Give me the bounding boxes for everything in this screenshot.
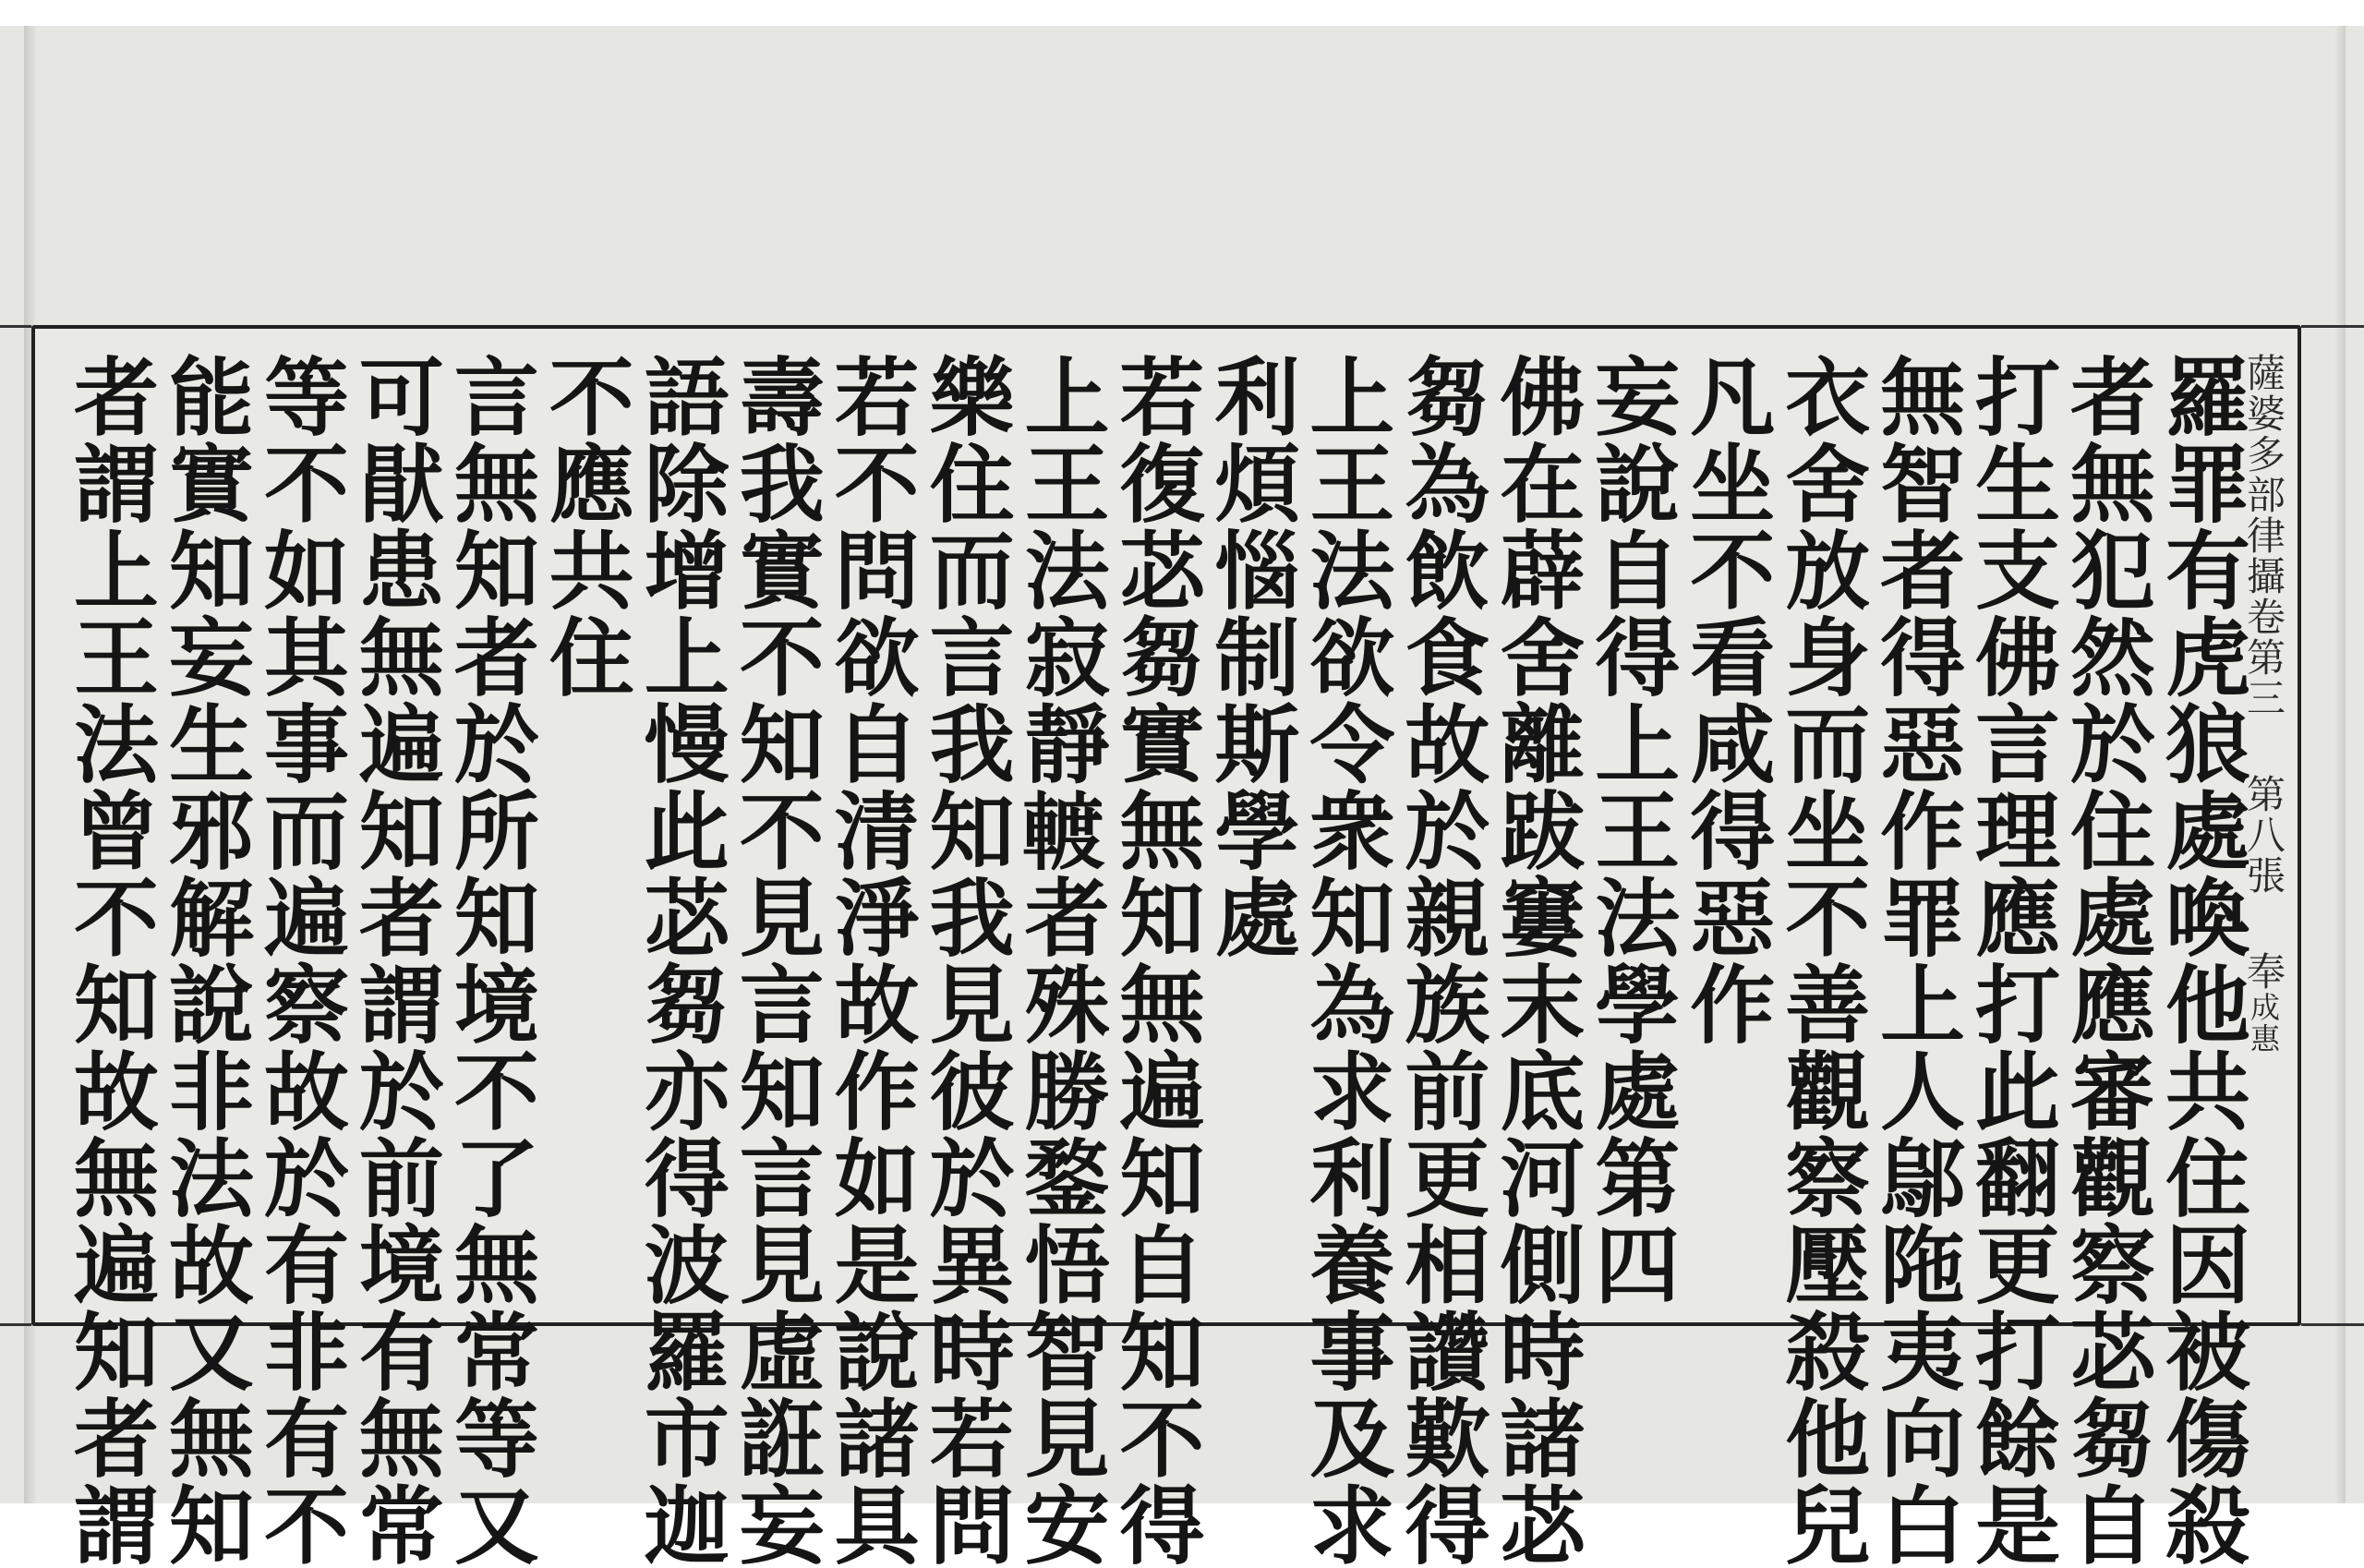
text-column: 羅罪有虎狼處喚他共住因被傷殺 [2152,353,2251,1568]
text-area [57,353,2286,1568]
text-column: 者無犯然於住處應審觀察苾芻自 [2056,353,2157,1568]
text-column: 語除增上慢此苾芻亦得波羅市迦 [630,353,730,1568]
stamp-text: 奉 [2241,951,2286,992]
text-column: 利煩惱制斯學處 [1200,353,1301,960]
text-column: 衣舍放身而坐不善觀察壓殺他兒 [1771,353,1872,1568]
text-column: 上王法欲令衆知為求利養事及求 [1296,353,1396,1568]
text-column: 打生支佛言理應打此翻更打餘是 [1961,353,2062,1568]
text-column: 若不問欲自清淨故作如是說諸具 [820,353,921,1568]
stamp-sub: 成惠 [2246,992,2281,1055]
page-number: 第八張 [2241,774,2286,896]
text-column: 凡坐不看咸得惡作 [1676,353,1777,1047]
text-column: 上王法寂靜𨍏者殊勝鍪悟智見安 [1010,353,1111,1568]
text-frame [31,325,2301,1568]
text-column: 不應共住 [535,353,635,700]
margin-column [2241,353,2286,1304]
text-column: 佛在薜舍離跋窶末底河側時諸苾 [1486,353,1586,1568]
text-column: 無智者得惡作罪上人鄔陁夷向白 [1866,353,1967,1568]
text-column: 妄說自得上王法學處第四 [1581,353,1682,1308]
text-column: 可猒患無遍知者謂於前境有無常 [344,353,445,1568]
text-column: 言無知者於所知境不了無常等又 [440,353,540,1568]
margin-title: 薩婆多部律攝卷第三 [2241,353,2286,718]
text-column: 壽我實不知不見言知言見虛誑妄 [725,353,826,1568]
text-column: 若復苾芻實無知無遍知自知不得 [1105,353,1206,1568]
frame-edge-right [2301,325,2364,1326]
frame-edge-left [0,325,31,1326]
text-column: 等不如其事而遍察故於有非有不 [249,353,350,1568]
text-column: 樂住而言我知我見彼於異時若問 [915,353,1016,1568]
text-column: 芻為飲食故於親族前更相讚歎得 [1391,353,1491,1568]
text-column: 者謂上王法曾不知故無遍知者謂 [60,353,161,1568]
text-column: 能實知妄生邪解說非法故又無知 [154,353,255,1568]
